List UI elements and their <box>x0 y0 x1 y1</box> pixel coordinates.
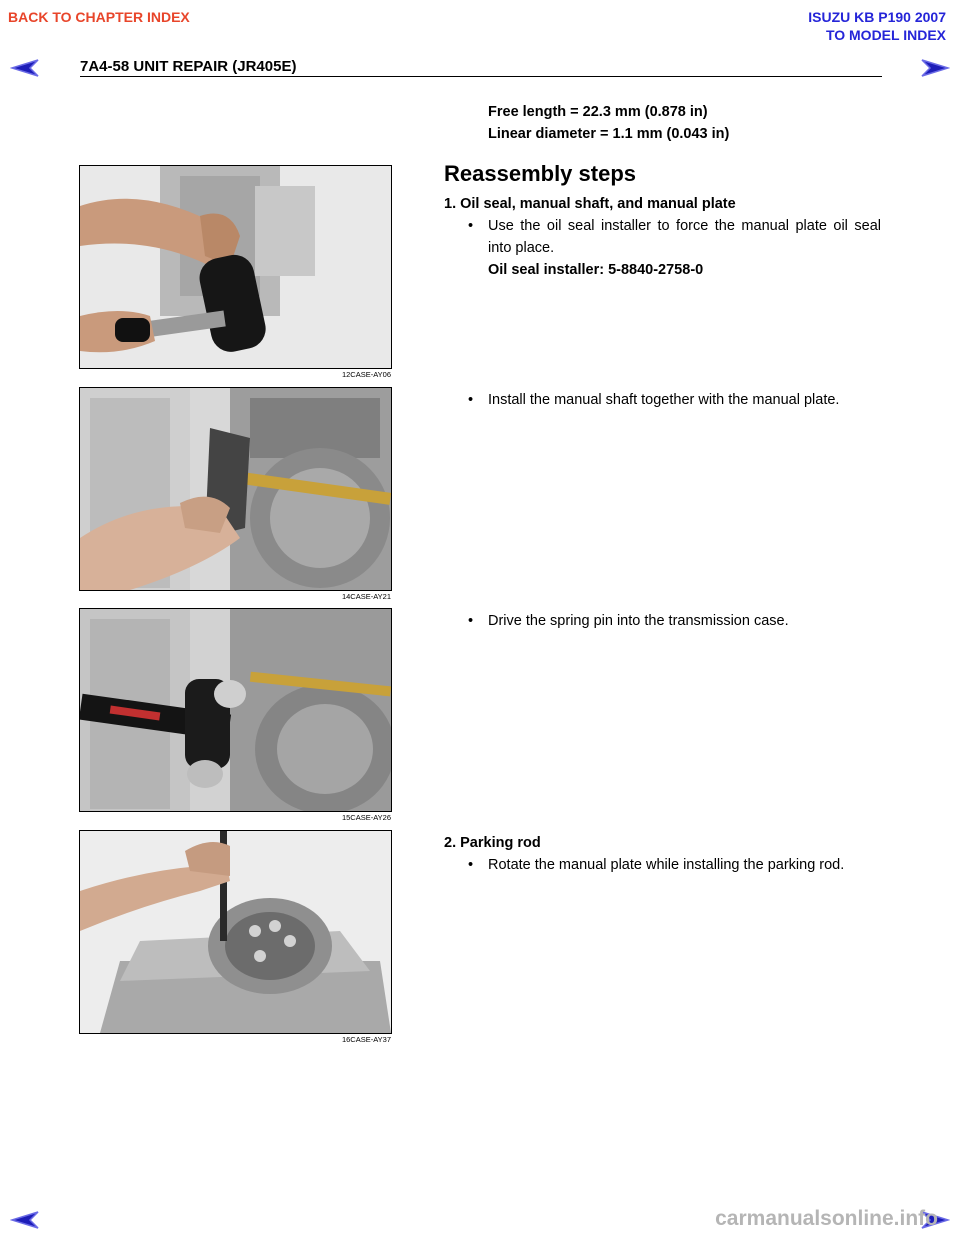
bullet-icon: • <box>468 218 474 234</box>
figure-caption: 12CASE-AY06 <box>341 370 391 379</box>
bullet-icon: • <box>468 392 474 408</box>
spec-free-length: Free length = 22.3 mm (0.878 in) <box>488 104 708 120</box>
figure-caption: 14CASE-AY21 <box>341 592 391 601</box>
next-page-icon[interactable] <box>920 58 950 78</box>
step-bullet-item <box>444 610 884 634</box>
bullet-icon: • <box>468 857 474 873</box>
spec-linear-diameter: Linear diameter = 1.1 mm (0.043 in) <box>488 126 730 142</box>
step-bullet-item <box>444 389 884 413</box>
to-model-index-link[interactable]: TO MODEL INDEX <box>825 27 946 43</box>
tool-note: Oil seal installer: 5-8840-2758-0 <box>488 262 704 278</box>
figure-spring-pin-photo <box>79 608 392 812</box>
back-to-chapter-index-link[interactable]: BACK TO CHAPTER INDEX <box>8 9 190 25</box>
step-bullet-item <box>444 854 884 878</box>
step-heading: 1. Oil seal, manual shaft, and manual plate <box>444 196 736 212</box>
bullet-text: Install the manual shaft together with the manual plate. <box>488 392 840 408</box>
bullet-icon: • <box>468 613 474 629</box>
section-title: Reassembly steps <box>444 161 636 186</box>
figure-oil-seal-install-photo <box>79 165 392 369</box>
step-heading: 2. Parking rod <box>444 835 541 851</box>
prev-page-icon[interactable] <box>10 1210 40 1230</box>
figure-caption: 16CASE-AY37 <box>341 1035 391 1044</box>
bullet-text: Rotate the manual plate while installing the parking rod. <box>488 857 845 873</box>
bullet-text: Use the oil seal installer to force the manual plate oil seal into place. <box>488 218 881 256</box>
header-divider <box>80 76 882 77</box>
figure-caption: 15CASE-AY26 <box>341 813 391 822</box>
page-header-title: 7A4-58 UNIT REPAIR (JR405E) <box>80 58 297 75</box>
figure-parking-rod-photo <box>79 830 392 1034</box>
bullet-text: Drive the spring pin into the transmission case. <box>488 613 789 629</box>
watermark: carmanualsonline.info <box>715 1207 938 1230</box>
figure-manual-shaft-photo <box>79 387 392 591</box>
prev-page-icon[interactable] <box>10 58 40 78</box>
model-title-link[interactable]: ISUZU KB P190 2007 <box>808 9 946 25</box>
